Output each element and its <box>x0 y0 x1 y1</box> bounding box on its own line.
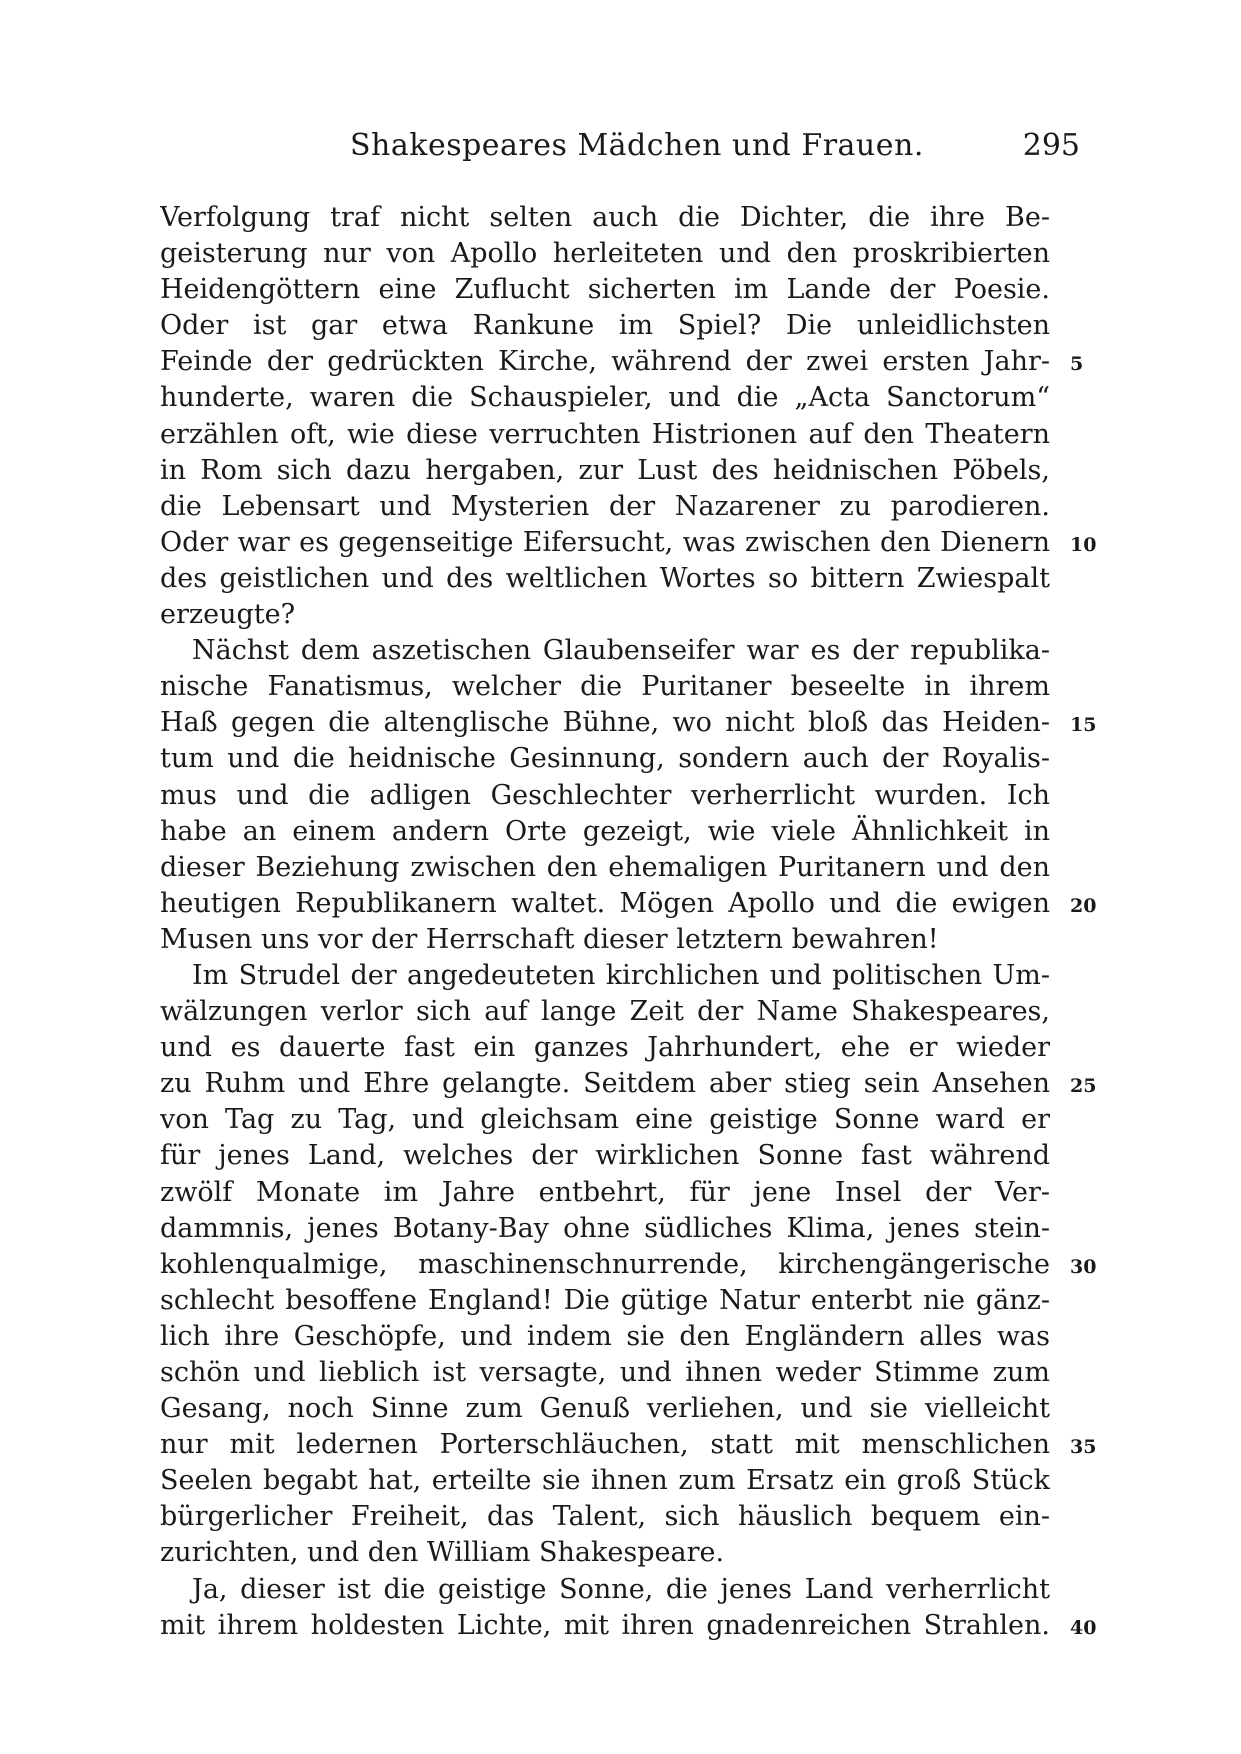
line-text: Heidengöttern eine Zuflucht sicherten im Lande der Poesie. <box>160 274 1050 306</box>
line-text: Verfolgung traf nicht selten auch die Dichter, die ihre Be- <box>160 202 1050 233</box>
line-text: für jenes Land, welches der wirklichen Sonne fast während <box>160 1140 1050 1172</box>
text-line <box>160 1355 1050 1391</box>
line-text: mit ihrem holdesten Lichte, mit ihren gnadenreichen Strahlen. <box>160 1609 1050 1641</box>
text-line <box>160 1102 1050 1138</box>
text-line <box>160 1427 1097 1463</box>
line-text: Oder ist gar etwa Rankune im Spiel? Die unleidlichsten <box>160 310 1050 342</box>
text-line <box>160 1138 1050 1174</box>
line-number: 20 <box>1070 894 1097 917</box>
text-line <box>160 741 1050 777</box>
text-line <box>160 1535 1050 1571</box>
line-text: die Lebensart und Mysterien der Nazarener zu parodieren. <box>160 490 1050 522</box>
line-text: erzählen oft, wie diese verruchten Histrionen auf den Theatern <box>160 418 1050 450</box>
line-number: 5 <box>1070 353 1084 376</box>
line-text: Gesang, noch Sinne zum Genuß verliehen, und sie vielleicht <box>160 1393 1050 1425</box>
line-text: zurichten, und den William Shakespeare. <box>160 1537 725 1569</box>
line-text: Musen uns vor der Herrschaft dieser letztern bewahren! <box>160 923 939 955</box>
line-text: heutigen Republikanern waltet. Mögen Apollo und die ewigen <box>160 887 1050 919</box>
line-text: Haß gegen die altenglische Bühne, wo nicht bloß das Heiden- <box>160 707 1050 739</box>
text-line <box>160 1608 1097 1644</box>
page-number: 295 <box>1022 128 1080 163</box>
line-text: hunderte, waren die Schauspieler, und die „Acta Sanctorum“ <box>160 382 1050 414</box>
text-line <box>160 1391 1050 1427</box>
text-line <box>160 1066 1097 1102</box>
text-line <box>160 1283 1050 1319</box>
running-title: Shakespeares Mädchen und Frauen. <box>350 128 924 163</box>
line-text: Seelen begabt hat, erteilte sie ihnen zum Ersatz ein groß Stück <box>160 1465 1050 1497</box>
line-text: des geistlichen und des weltlichen Wortes so bittern Zwiespalt <box>160 562 1050 594</box>
line-text: zu Ruhm und Ehre gelangte. Seitdem aber stieg sein Ansehen <box>160 1068 1050 1100</box>
text-line <box>160 705 1097 741</box>
line-text: geisterung nur von Apollo herleiteten und den proskribierten <box>160 238 1050 270</box>
text-line <box>160 633 1050 669</box>
text-line <box>160 380 1050 416</box>
line-text: mus und die adligen Geschlechter verherrlicht wurden. Ich <box>160 779 1050 811</box>
text-line <box>160 1463 1050 1499</box>
running-head <box>160 128 1080 168</box>
text-line <box>160 597 1050 633</box>
text-line <box>160 1211 1050 1247</box>
text-line <box>160 561 1050 597</box>
line-text: schön und lieblich ist versagte, und ihnen weder Stimme zum <box>160 1357 1050 1388</box>
line-number: 35 <box>1070 1436 1097 1459</box>
text-line <box>160 850 1050 886</box>
text-line <box>160 344 1084 380</box>
text-line <box>160 200 1050 236</box>
line-text: Ja, dieser ist die geistige Sonne, die jenes Land verherrlicht <box>192 1573 1050 1605</box>
text-line <box>160 453 1050 489</box>
text-line <box>160 778 1050 814</box>
text-line <box>160 525 1097 561</box>
text-line <box>160 272 1050 308</box>
text-line <box>160 489 1050 525</box>
text-line <box>160 1175 1050 1211</box>
line-number: 15 <box>1070 714 1097 737</box>
line-text: Oder war es gegenseitige Eifersucht, was zwischen den Dienern <box>160 526 1050 558</box>
text-line <box>160 814 1050 850</box>
line-text: dieser Beziehung zwischen den ehemaligen Puritanern und den <box>160 851 1050 883</box>
line-number: 25 <box>1070 1075 1097 1098</box>
line-text: in Rom sich dazu hergaben, zur Lust des heidnischen Pöbels, <box>160 454 1050 486</box>
text-line <box>160 1030 1050 1066</box>
line-text: tum und die heidnische Gesinnung, sondern auch der Royalis- <box>160 743 1050 775</box>
text-line <box>160 922 1050 958</box>
text-line <box>160 236 1050 272</box>
line-number: 30 <box>1070 1255 1097 1278</box>
line-text: erzeugte? <box>160 599 296 631</box>
line-text: dammnis, jenes Botany-Bay ohne südliches Klima, jenes stein- <box>160 1212 1050 1244</box>
line-text: lich ihre Geschöpfe, und indem sie den Engländern alles was <box>160 1320 1050 1352</box>
text-line <box>160 1499 1050 1535</box>
line-text: bürgerlicher Freiheit, das Talent, sich häuslich bequem ein- <box>160 1501 1050 1533</box>
text-line <box>160 886 1097 922</box>
line-number: 10 <box>1070 533 1097 556</box>
line-text: Nächst dem aszetischen Glaubenseifer war es der republika- <box>192 635 1050 667</box>
text-line <box>160 417 1050 453</box>
line-text: Im Strudel der angedeuteten kirchlichen und politischen Um- <box>192 959 1050 991</box>
line-number: 40 <box>1070 1616 1097 1639</box>
line-text: zwölf Monate im Jahre entbehrt, für jene Insel der Ver- <box>160 1176 1050 1208</box>
line-text: habe an einem andern Orte gezeigt, wie viele Ähnlichkeit in <box>160 815 1050 847</box>
text-line <box>160 308 1050 344</box>
text-line <box>160 1572 1050 1608</box>
line-text: von Tag zu Tag, und gleichsam eine geistige Sonne ward er <box>160 1104 1050 1136</box>
line-text: Feinde der gedrückten Kirche, während der zwei ersten Jahr- <box>160 346 1050 378</box>
text-line <box>160 1247 1097 1283</box>
line-text: nur mit ledernen Porterschläuchen, statt mit menschlichen <box>160 1429 1050 1461</box>
text-line <box>160 669 1050 705</box>
body-text <box>160 200 1097 1644</box>
line-text: nische Fanatismus, welcher die Puritaner beseelte in ihrem <box>160 671 1050 703</box>
text-line <box>160 1319 1050 1355</box>
line-text: und es dauerte fast ein ganzes Jahrhundert, ehe er wieder <box>160 1032 1050 1064</box>
line-text: schlecht besoffene England! Die gütige Natur enterbt nie gänz- <box>160 1284 1050 1316</box>
line-text: kohlenqualmige, maschinenschnurrende, kirchengängerische <box>160 1248 1050 1280</box>
text-line <box>160 958 1050 994</box>
line-text: wälzungen verlor sich auf lange Zeit der Name Shakespeares, <box>160 996 1050 1028</box>
text-line <box>160 994 1050 1030</box>
